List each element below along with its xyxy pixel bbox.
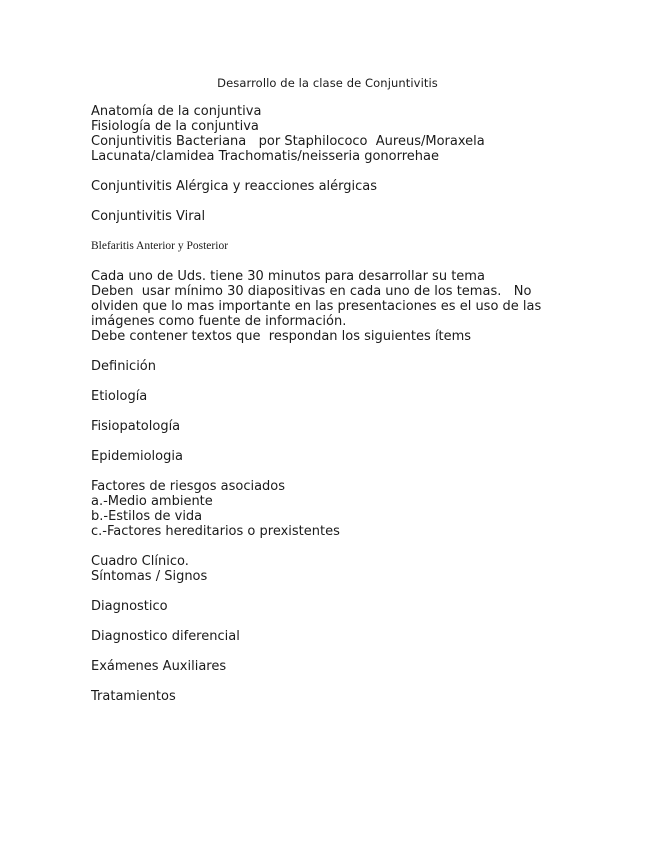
topics-block — [91, 104, 561, 164]
item-diagnostico-diferencial: Diagnostico diferencial — [91, 629, 240, 644]
factor-medio-ambiente: a.-Medio ambiente — [91, 494, 213, 509]
topic-bacteriana-cont: Lacunata/clamidea Trachomatis/neisseria gonorrehae — [91, 149, 439, 164]
document-title: Desarrollo de la clase de Conjuntivitis — [217, 76, 438, 90]
topic-bacteriana: Conjuntivitis Bacteriana por Staphilococo Aureus/Moraxela — [91, 134, 485, 149]
topic-fisiologia: Fisiología de la conjuntiva — [91, 119, 259, 134]
instruction-items: Debe contener textos que respondan los siguientes ítems — [91, 329, 472, 344]
factores-block — [91, 479, 561, 539]
item-examenes-auxiliares: Exámenes Auxiliares — [91, 659, 227, 674]
topic-viral: Conjuntivitis Viral — [91, 209, 206, 224]
item-etiologia: Etiología — [91, 389, 148, 404]
instructions-block — [91, 269, 561, 344]
instruction-time: Cada uno de Uds. tiene 30 minutos para desarrollar su tema — [91, 269, 485, 284]
item-epidemiologia: Epidemiologia — [91, 449, 183, 464]
item-definicion: Definición — [91, 359, 156, 374]
topic-anatomia: Anatomía de la conjuntiva — [91, 104, 262, 119]
factor-hereditarios: c.-Factores hereditarios o prexistentes — [91, 524, 340, 539]
topic-alergica: Conjuntivitis Alérgica y reacciones alérgicas — [91, 179, 378, 194]
cuadro-sintomas: Síntomas / Signos — [91, 569, 208, 584]
cuadro-title: Cuadro Clínico. — [91, 554, 189, 569]
item-fisiopatologia: Fisiopatología — [91, 419, 181, 434]
factor-estilos-de-vida: b.-Estilos de vida — [91, 509, 203, 524]
cuadro-block — [91, 554, 561, 584]
item-diagnostico: Diagnostico — [91, 599, 168, 614]
document-body — [91, 104, 561, 704]
instruction-slides: Deben usar mínimo 30 diapositivas en cada uno de los temas. No olviden que lo mas importante en las presentaciones es el uso de las imágenes como fuente de información. — [91, 284, 546, 329]
topic-blefaritis: Blefaritis Anterior y Posterior — [91, 240, 229, 252]
factores-title: Factores de riesgos asociados — [91, 479, 286, 494]
item-tratamientos: Tratamientos — [91, 689, 176, 704]
